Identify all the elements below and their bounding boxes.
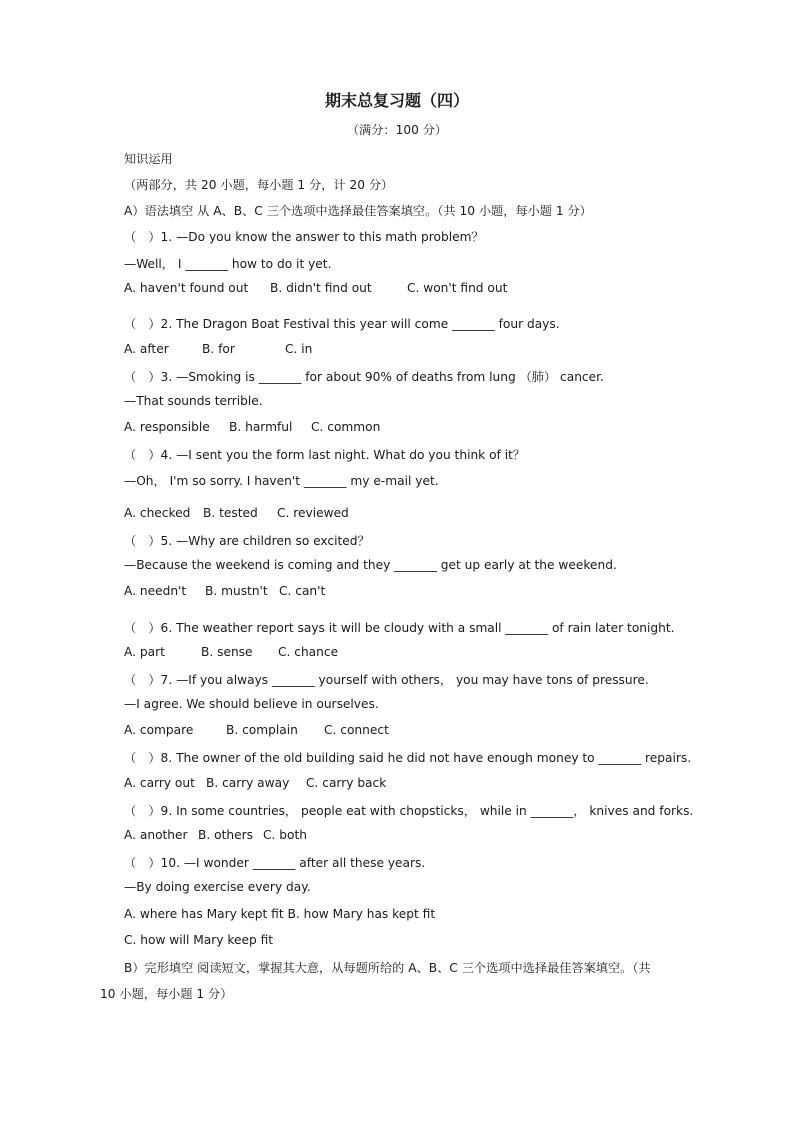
option-a: A. compare [124,723,194,737]
option-c: C. won't find out [407,281,508,295]
question-7-stem: （ ）7. —If you always _______ yourself with others， you may have tons of pressure. [124,673,649,687]
option-c: C. common [311,420,381,434]
question-4-options [124,506,349,520]
question-5-line2: —Because the weekend is coming and they _______ get up early at the weekend. [124,558,617,572]
option-b: B. sense [201,645,253,659]
question-10-line2: —By doing exercise every day. [124,880,311,894]
score-note: （满分：100 分） [346,123,448,137]
question-2-options [124,342,312,356]
option-c: C. reviewed [277,506,349,520]
option-c: C. in [285,342,313,356]
part-a-instructions: A）语法填空 从 A、B、C 三个选项中选择最佳答案填空。（共 10 小题，每小题 1 分） [124,204,592,218]
option-a: A. part [124,645,165,659]
question-1-line2: —Well， I _______ how to do it yet. [124,257,332,271]
question-3-stem: （ ）3. —Smoking is _______ for about 90% of deaths from lung （肺） cancer. [124,370,604,384]
question-4-line2: —Oh， I'm so sorry. I haven't _______ my e-mail yet. [124,474,439,488]
question-8-options [124,776,386,790]
question-5-options [124,584,325,598]
option-a: A. after [124,342,169,356]
option-a: A. responsible [124,420,210,434]
option-b: B. harmful [229,420,293,434]
question-3-line2: —That sounds terrible. [124,394,263,408]
question-8-stem: （ ）8. The owner of the old building said he did not have enough money to _______ repairs. [124,751,692,765]
option-b: B. carry away [206,776,290,790]
option-b: B. others [198,828,253,842]
option-a: A. another [124,828,188,842]
part-b-instructions: B）完形填空 阅读短文，掌握其大意，从每题所给的 A、B、C 三个选项中选择最佳答案填空。（共 [124,961,651,975]
option-c: C. both [263,828,307,842]
question-6-stem: （ ）6. The weather report says it will be cloudy with a small _______ of rain later tonight. [124,621,675,635]
question-5-stem: （ ）5. —Why are children so excited？ [124,534,370,548]
part-b-instructions-cont: 10 小题，每小题 1 分） [100,987,233,1001]
option-c: C. can't [279,584,326,598]
option-a: A. checked [124,506,191,520]
option-b: B. for [202,342,235,356]
question-10-stem: （ ）10. —I wonder _______ after all these years. [124,856,426,870]
option-a: A. haven't found out [124,281,249,295]
question-7-options [124,723,389,737]
section-heading: 知识运用 [124,152,173,166]
page-title: 期末总复习题（四） [324,91,469,110]
question-1-stem: （ ）1. —Do you know the answer to this math problem？ [124,230,484,244]
question-4-stem: （ ）4. —I sent you the form last night. What do you think of it？ [124,448,526,462]
question-7-line2: —I agree. We should believe in ourselves. [124,697,379,711]
question-9-stem: （ ）9. In some countries， people eat with chopsticks， while in _______， knives and forks. [124,804,694,818]
option-b: B. tested [203,506,258,520]
option-c: C. chance [278,645,339,659]
option-c: C. connect [324,723,389,737]
question-10-option-c: C. how will Mary keep fit [124,933,274,947]
question-3-options [124,420,380,434]
option-b: B. complain [226,723,298,737]
option-b: B. mustn't [205,584,268,598]
question-1-options [124,281,507,295]
question-2-stem: （ ）2. The Dragon Boat Festival this year will come _______ four days. [124,317,560,331]
option-c: C. carry back [306,776,387,790]
question-10-options-ab: A. where has Mary kept fit B. how Mary has kept fit [124,907,436,921]
option-b: B. didn't find out [270,281,372,295]
section-note: （两部分，共 20 小题，每小题 1 分，计 20 分） [124,178,394,192]
option-a: A. carry out [124,776,195,790]
question-6-options [124,645,338,659]
question-9-options [124,828,307,842]
option-a: A. needn't [124,584,187,598]
